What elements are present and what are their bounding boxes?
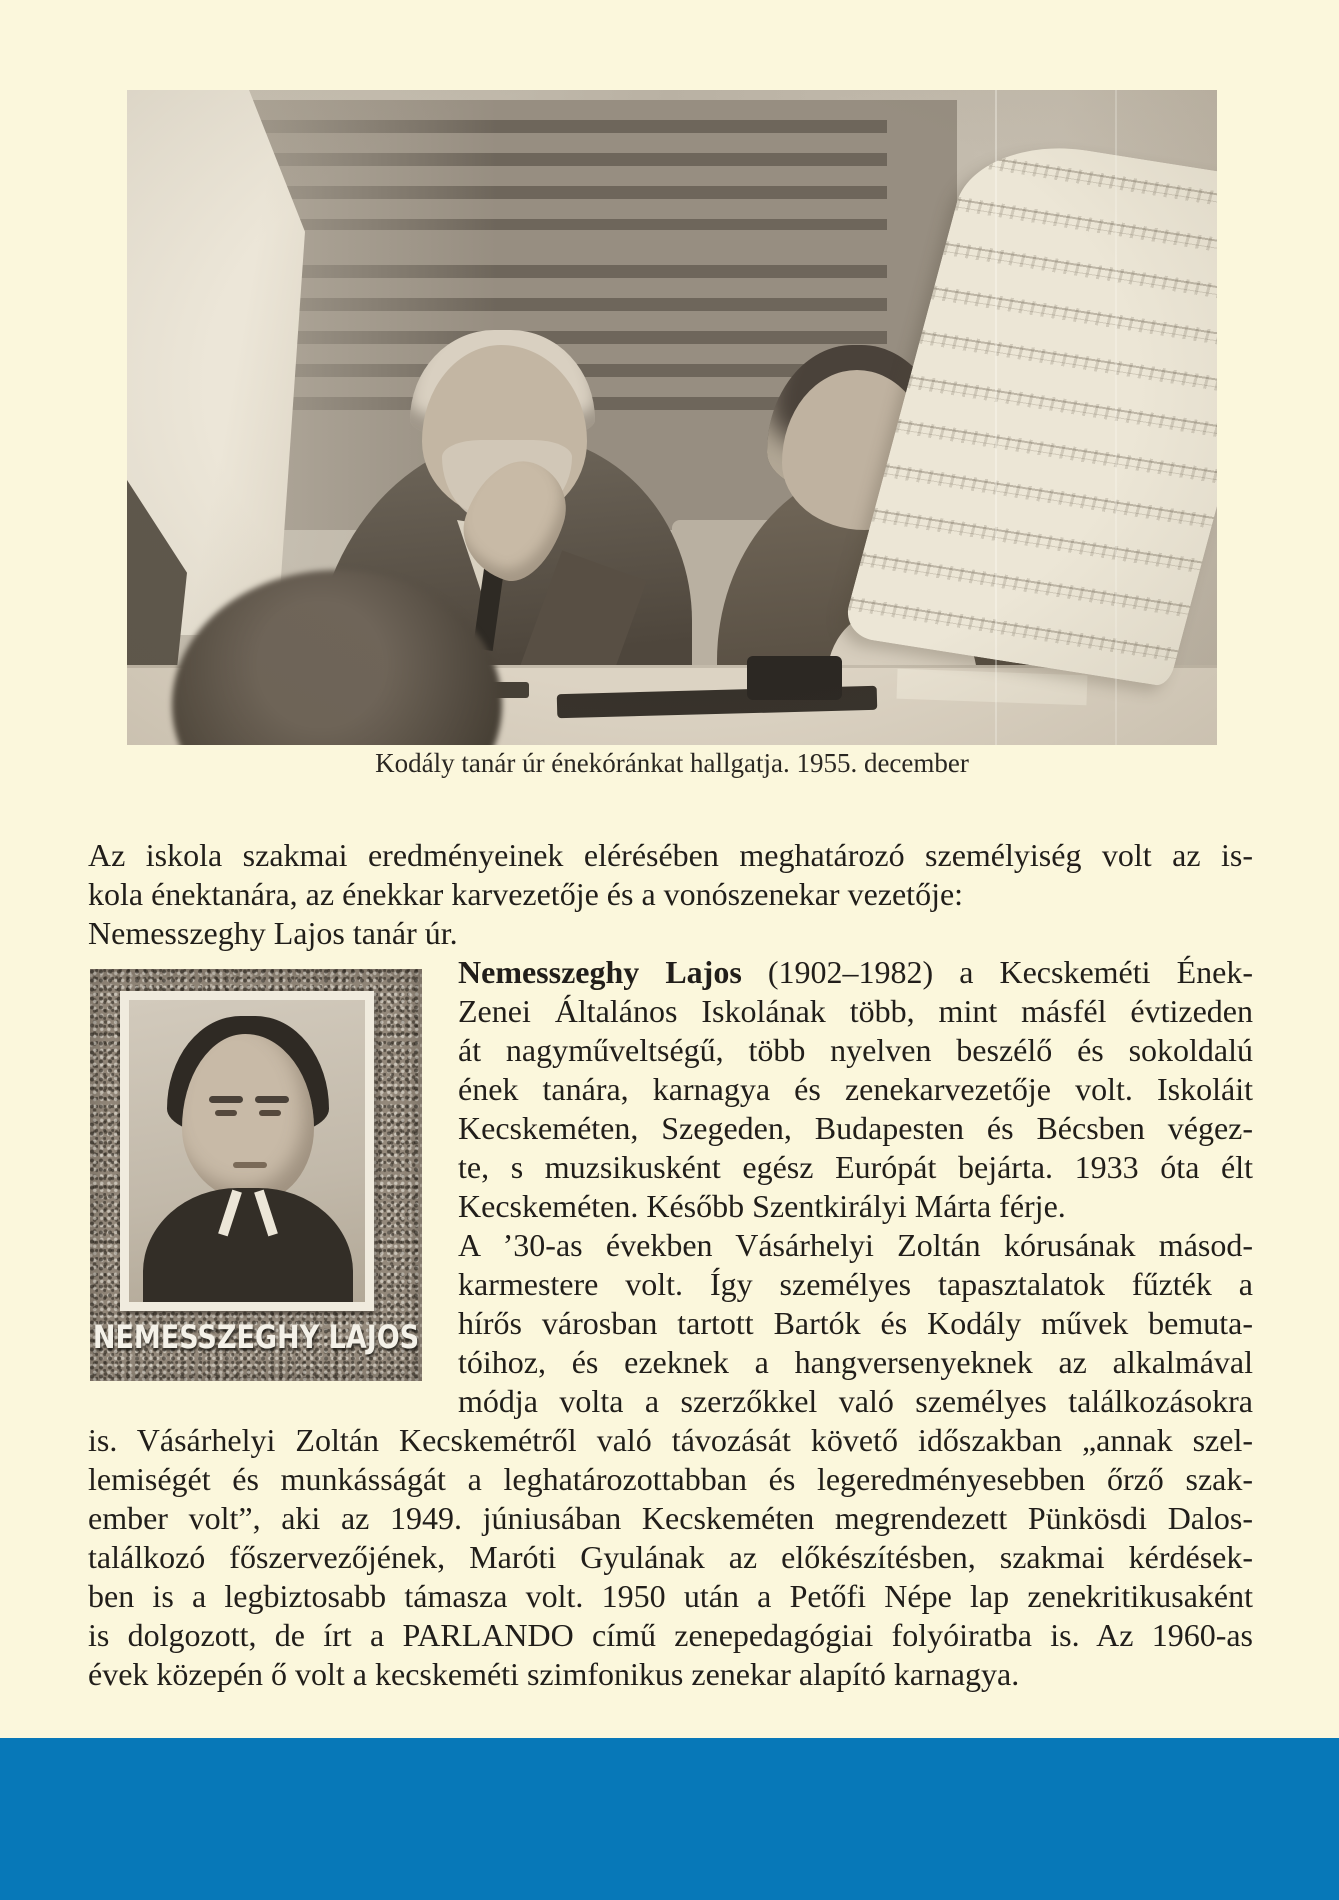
photo-caption: Kodály tanár úr énekóránkat hallgatja. 1955. december [375,748,969,778]
portrait-eyebrow [209,1096,243,1103]
portrait-suit [143,1188,353,1308]
text-line: te, s muzsikusként egész Európát bejárta. 1933 óta élt [458,1149,1253,1185]
bio-fullwidth-text [88,1421,1253,1694]
portrait-photo-frame [120,991,374,1311]
photo-vignette [127,90,1217,745]
text-line: A ’30-as években Vásárhelyi Zoltán kórusának másod- [458,1227,1253,1263]
portrait-plaque-photo [90,969,422,1381]
text-line: találkozó főszervezőjének, Maróti Gyulának az előkészítésben, szakmai kérdések- [88,1539,1253,1575]
text-line: hírős városban tartott Bartók és Kodály művek bemuta- [458,1305,1253,1341]
text-line: Nemesszeghy Lajos (1902–1982) a Kecskeméti Ének- [458,954,1254,990]
text-line: módja volta a szerzőkkel való személyes találkozásokra [458,1383,1253,1419]
text-line: évek közepén ő volt a kecskeméti szimfonikus zenekar alapító karnagya. [88,1656,1020,1692]
bio-block [88,953,1253,1421]
text-line: Nemesszeghy Lajos tanár úr. [88,915,458,951]
intro-paragraph [88,836,1253,953]
text-line: is. Vásárhelyi Zoltán Kecskemétről való távozását követő időszakban „annak szel- [88,1422,1253,1458]
text-line: tóihoz, és ezeknek a hangversenyeknek az alkalmával [458,1344,1253,1380]
text-line: Zenei Általános Iskolának több, mint másfél évtizeden [458,993,1253,1029]
portrait-eye [259,1110,281,1116]
text-line: Kecskeméten. Később Szentkirályi Márta férje. [458,1188,1066,1224]
text-line: Az iskola szakmai eredményeinek elérésében meghatározó személyiség volt az is- [88,837,1253,873]
portrait-mouth [233,1162,267,1168]
bio-name-bold: Nemesszeghy Lajos [458,954,742,990]
text-line: ének tanára, karnagya és zenekarvezetője volt. Iskoláit [458,1071,1253,1107]
text-line: karmestere volt. Így személyes tapasztalatok fűzték a [458,1266,1253,1302]
text-line: kola énektanára, az énekkar karvezetője és a vonószenekar vezetője: [88,876,964,912]
text-line: Kecskeméten, Szegeden, Budapesten és Bécsben végez- [458,1110,1253,1146]
text-line: át nagyműveltségű, több nyelven beszélő és sokoldalú [458,1032,1253,1068]
footer-bar [0,1738,1339,1900]
text-line: ben is a legbiztosabb támasza volt. 1950 után a Petőfi Népe lap zenekritikusaként [88,1578,1253,1614]
portrait-eyebrow [255,1096,289,1103]
portrait-name-label: NEMESSZEGHY LAJOS [92,1319,420,1357]
portrait-eye [215,1110,237,1116]
text-line: ember volt”, aki az 1949. júniusában Kecskeméten megrendezett Pünkösdi Dalos- [88,1500,1253,1536]
text-line: lemiségét és munkásságát a leghatározottabban és legeredményesebben őrző szak- [88,1461,1253,1497]
bio-wrapped-text [458,953,1253,1421]
classroom-photo [127,90,1217,745]
text-line: is dolgozott, de írt a PARLANDO című zenepedagógiai folyóiratba is. Az 1960-as [88,1617,1253,1653]
